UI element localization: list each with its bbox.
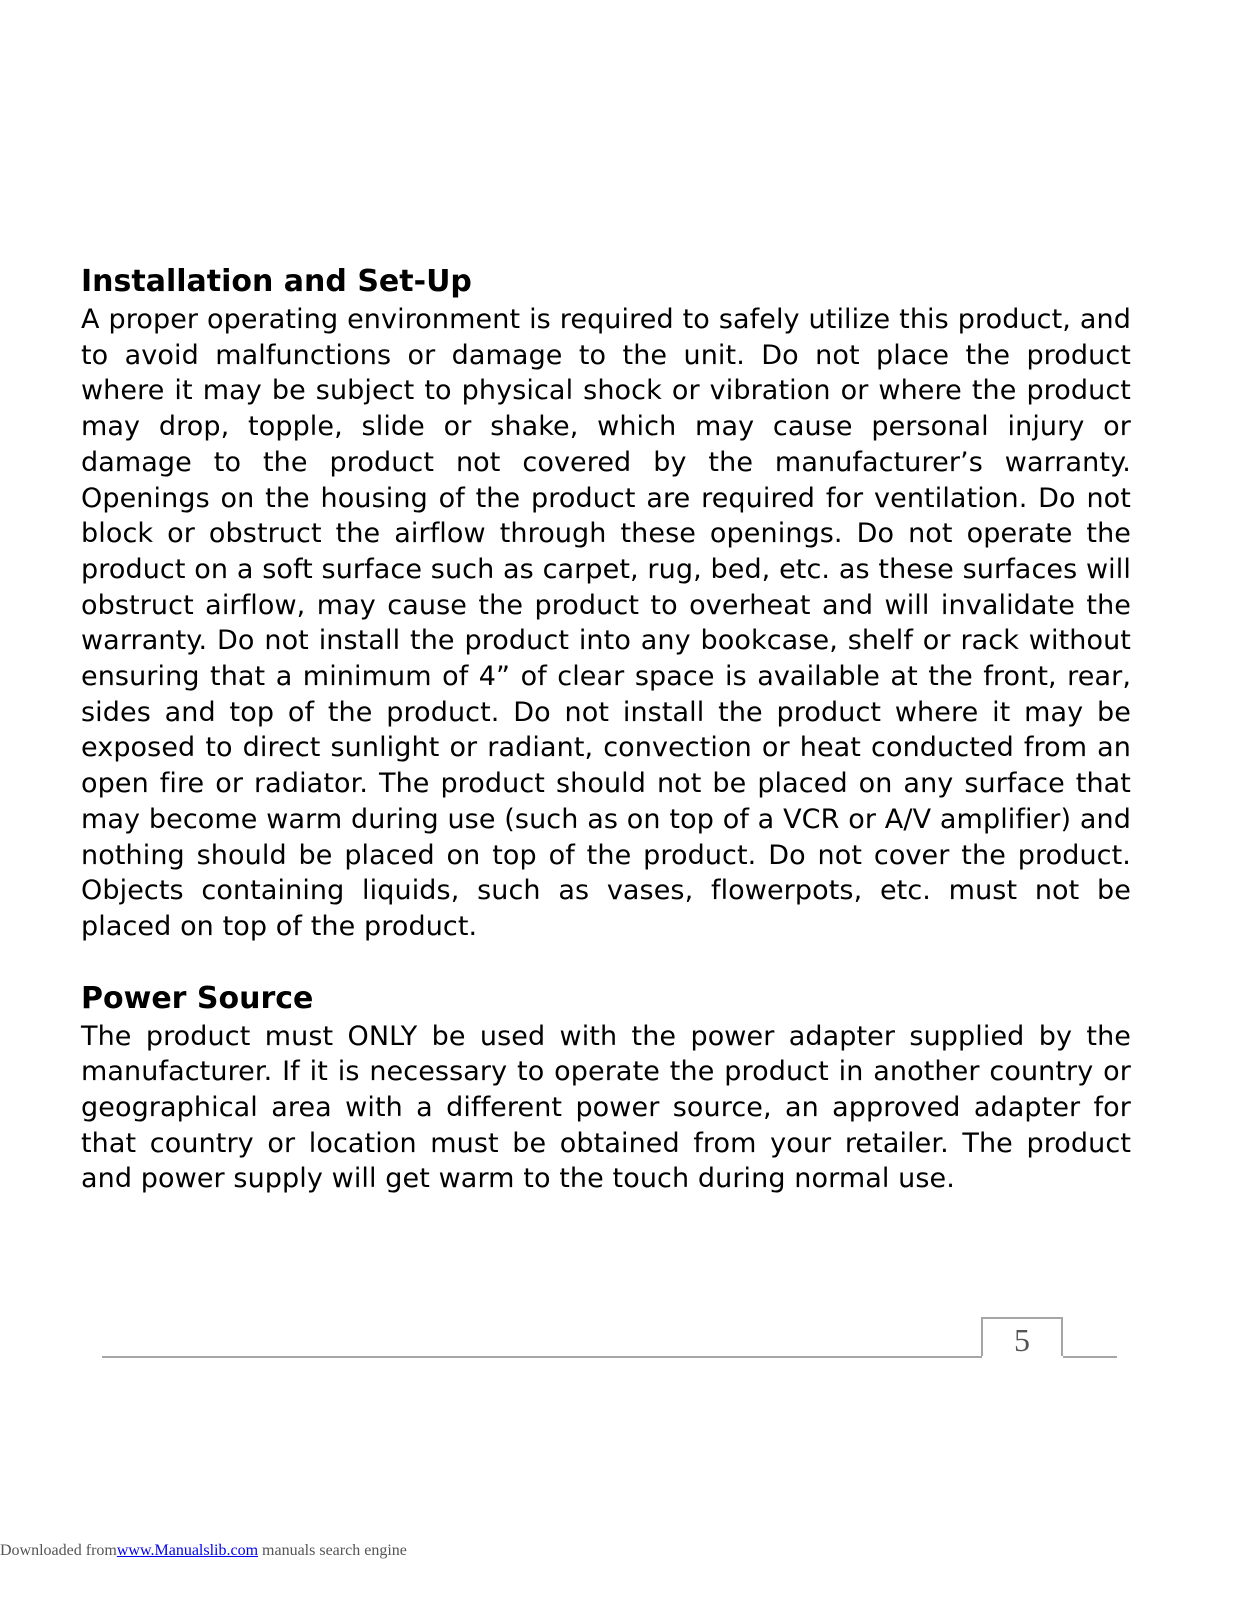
download-note [0,1541,407,1561]
power-source-section [81,979,1131,1198]
page-number: 5 [1014,1322,1030,1358]
footer-rule-right [1063,1356,1117,1358]
page-content [81,262,1131,1197]
page-number-box [981,1317,1063,1356]
installation-section [81,262,1131,945]
footer-rule-left [102,1356,982,1358]
download-prefix: Downloaded from [0,1542,117,1559]
power-source-heading: Power Source [81,980,314,1016]
installation-heading: Installation and Set-Up [81,264,472,299]
installation-body: A proper operating environment is required to safely utilize this product, and to avoid malfunctions or damage to the unit. Do not place the product where it may be subject to physical shock or vibration or where the product may drop, topple, slide or shake, which may cause personal injury or damage to the product not covered by the manufacturer’s warranty. Openings on the housing of the product are required for ventilation. Do not block or obstruct the airflow through these openings. Do not operate the product on a soft surface such as carpet, rug, bed, etc. as these surfaces will obstruct airflow, may cause the product to overheat and will invalidate the warranty. Do not install the product into any bookcase, shelf or rack without ensuring that a minimum of 4” of clear space is available at the front, rear, sides and top of the product. Do not install the product where it may be exposed to direct sunlight or radiant, convection or heat conducted from an open fire or radiator. The product should not be placed on any surface that may become warm during use (such as on top of a VCR or A/V amplifier) and nothing should be placed on top of the product. Do not cover the product. Objects containing liquids, such as vases, flowerpots, etc. must not be placed on top of the product. [81,304,1131,942]
manualslib-link[interactable]: www.Manualslib.com [116,1542,259,1559]
power-source-body: The product must ONLY be used with the power adapter supplied by the manufacturer. If it is necessary to operate the product in another country or geographical area with a different power source, an approved adapter for that country or location must be obtained from your retailer. The product and power supply will get warm to the touch during normal use. [81,1020,1131,1195]
download-suffix: manuals search engine [258,1542,407,1559]
